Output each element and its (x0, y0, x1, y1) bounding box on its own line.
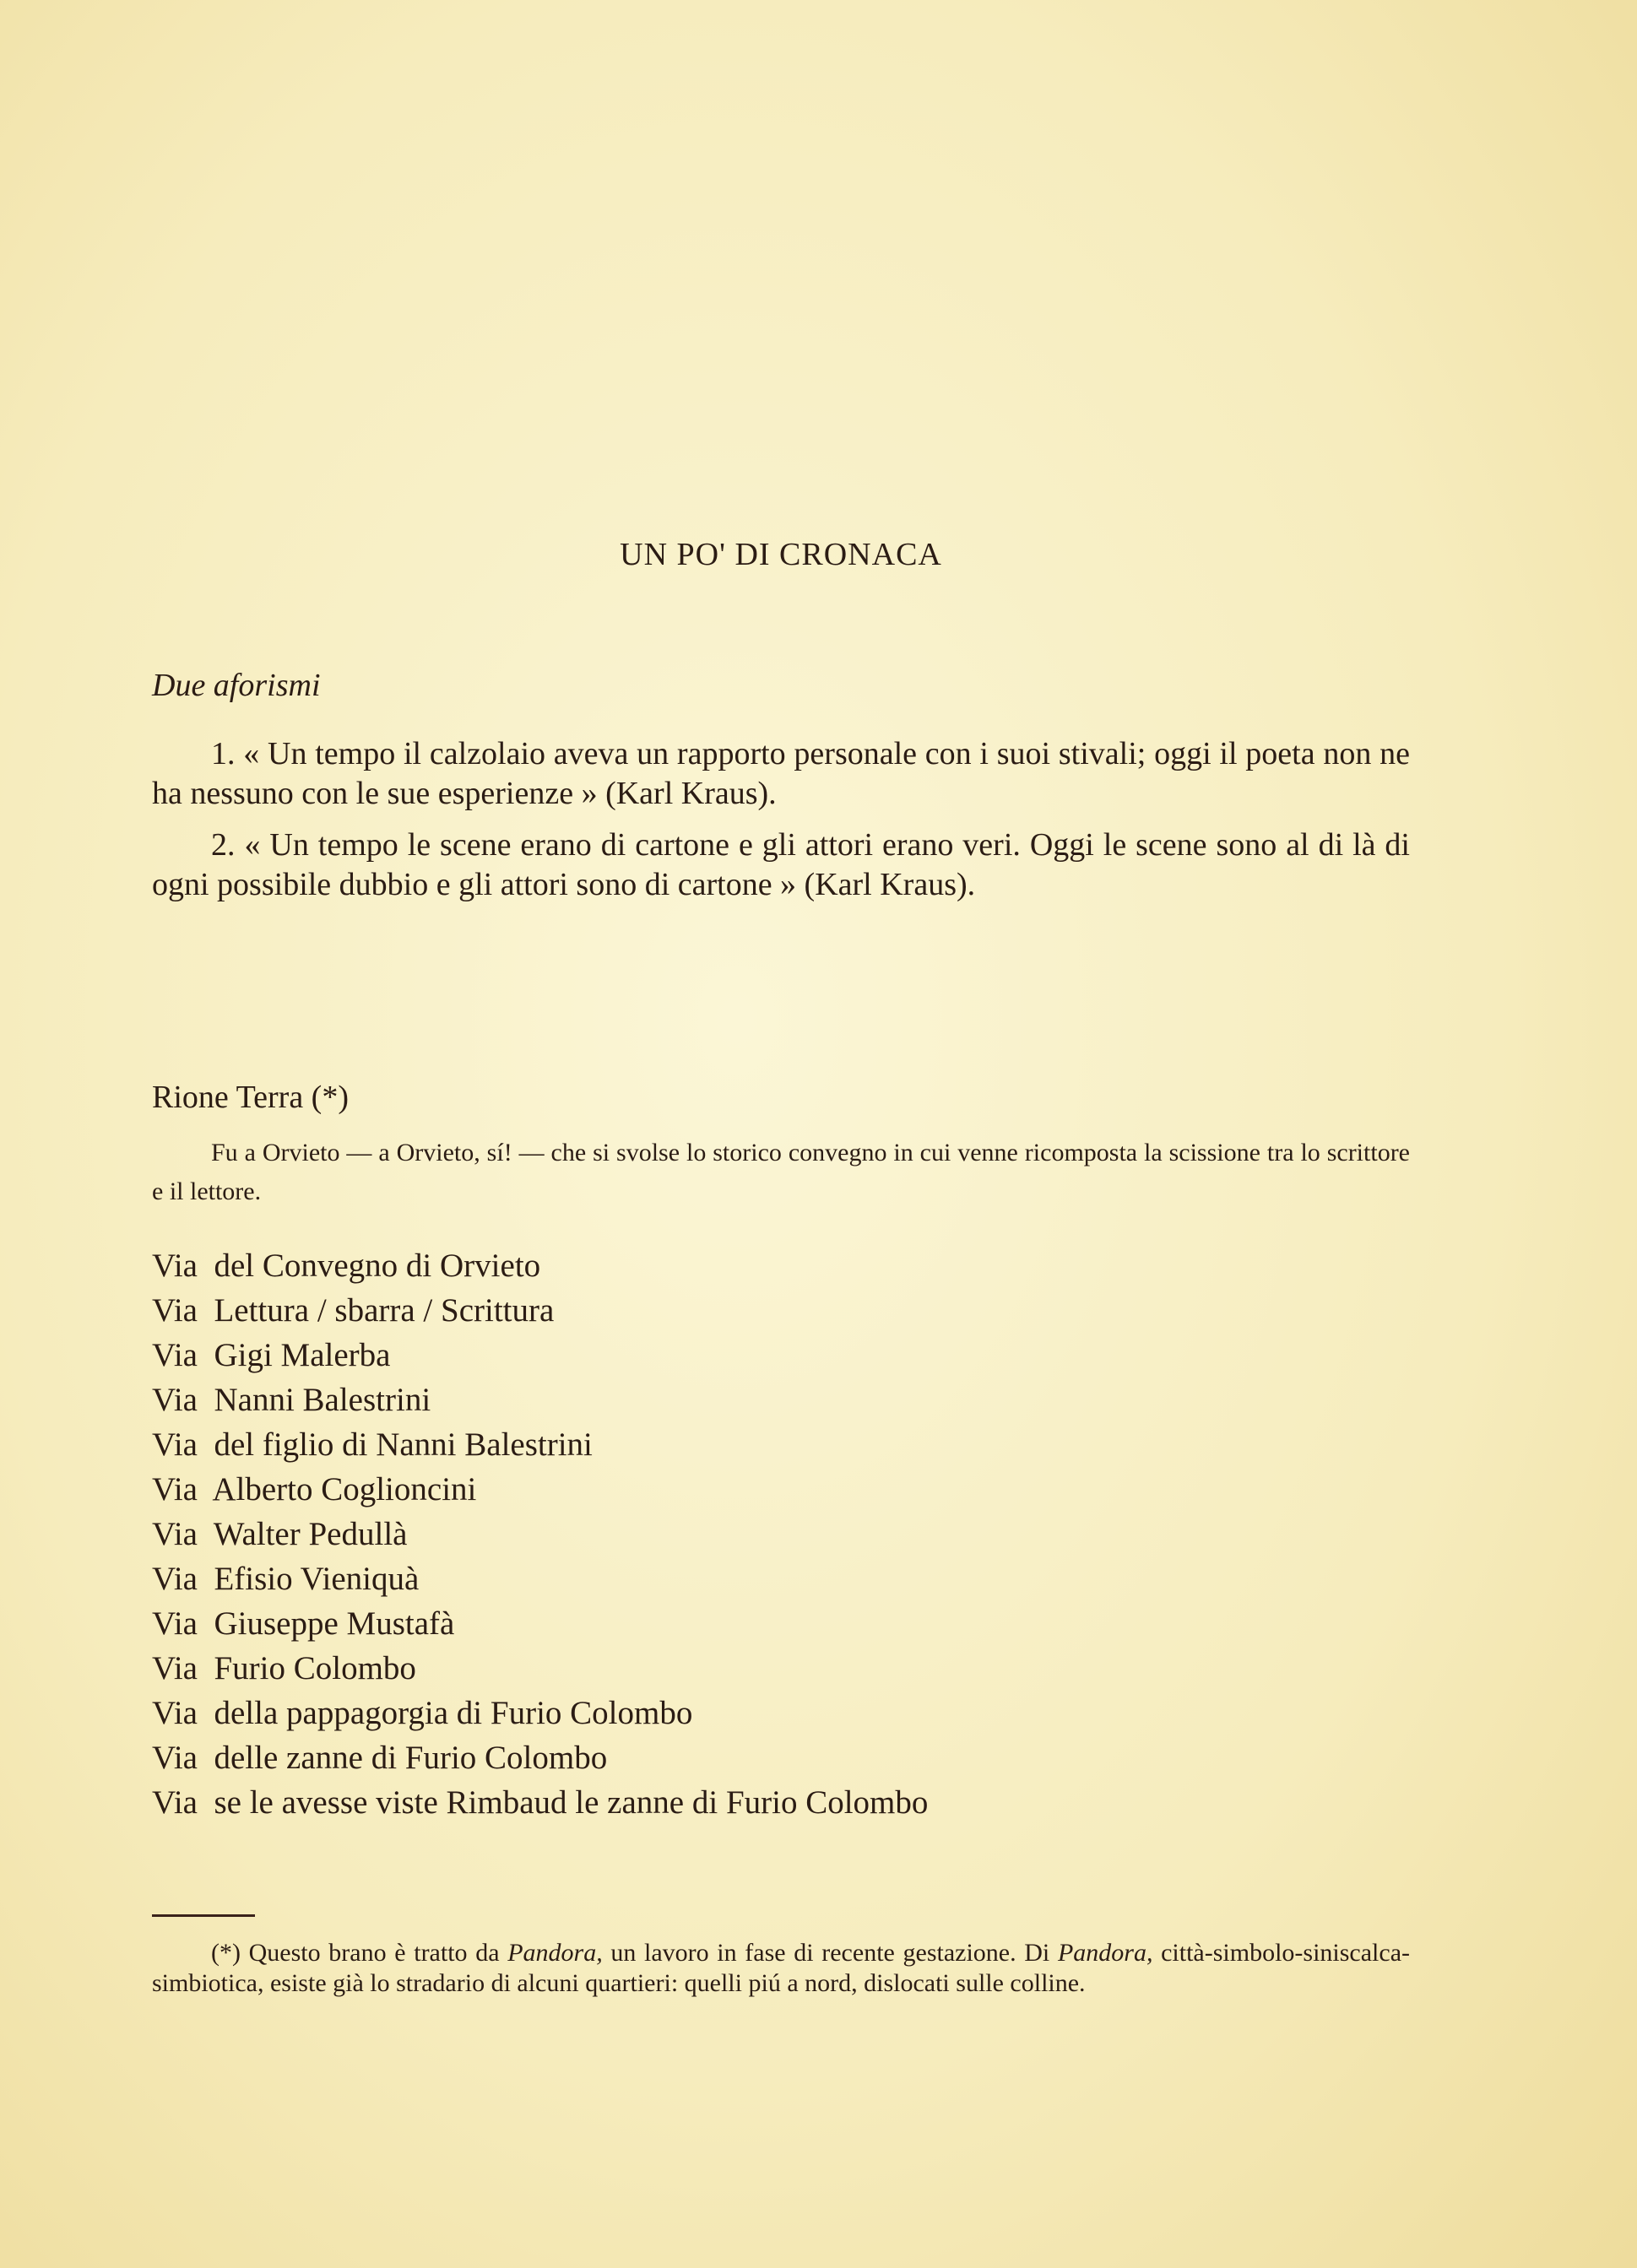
footnote (152, 1938, 1410, 1999)
footnote-divider (152, 1914, 255, 1917)
aphorisms (152, 734, 1410, 917)
street-item: Via del figlio di Nanni Balestrini (152, 1426, 593, 1463)
section-heading-rione-terra: Rione Terra (*) (152, 1080, 349, 1115)
aphorism-1: 1. « Un tempo il calzolaio aveva un rapporto personale con i suoi stivali; oggi il poeta non ne ha nessuno con le sue esperienze » (Karl Kraus). (152, 736, 1410, 811)
street-item: Via della pappagorgia di Furio Colombo (152, 1695, 693, 1731)
footnote-text: un lavoro in fase di recente gestazione. Di (602, 1939, 1058, 1967)
street-item: Via Gigi Malerba (152, 1337, 391, 1373)
street-item: Via Nanni Balestrini (152, 1382, 431, 1418)
street-item: Via Walter Pedullà (152, 1516, 408, 1552)
street-item: Via Lettura / sbarra / Scrittura (152, 1292, 555, 1329)
page-title: UN PO' DI CRONACA (620, 537, 942, 572)
street-item: Via del Convegno di Orvieto (152, 1248, 541, 1284)
aphorism-2: 2. « Un tempo le scene erano di cartone e gli attori erano veri. Oggi le scene sono al di là di ogni possibile dubbio e gli attori sono di cartone » (Karl Kraus). (152, 827, 1410, 902)
footnote-italic: Pandora, (507, 1939, 603, 1967)
street-item: Via se le avesse viste Rimbaud le zanne di Furio Colombo (152, 1784, 929, 1821)
footnote-italic: Pandora, (1057, 1939, 1153, 1967)
intro-paragraph: Fu a Orvieto — a Orvieto, sí! — che si svolse lo storico convegno in cui venne ricomposta la scissione tra lo scrittore e il lettore. (152, 1139, 1410, 1205)
street-list (152, 1243, 1410, 1825)
footnote-text: città-simbolo-siniscalca-simbiotica, esiste già lo stradario di alcuni quartieri: quelli piú a nord, dislocati sulle colline. (152, 1939, 1410, 1997)
street-item: Via delle zanne di Furio Colombo (152, 1740, 608, 1776)
street-item: Via Efisio Vieniquà (152, 1561, 420, 1597)
street-item: Via Giuseppe Mustafà (152, 1605, 455, 1642)
section-heading-aforismi: Due aforismi (152, 668, 321, 703)
street-item: Via Furio Colombo (152, 1650, 416, 1686)
footnote-text: (*) Questo brano è tratto da (211, 1939, 508, 1967)
street-item: Via Alberto Coglioncini (152, 1471, 477, 1507)
